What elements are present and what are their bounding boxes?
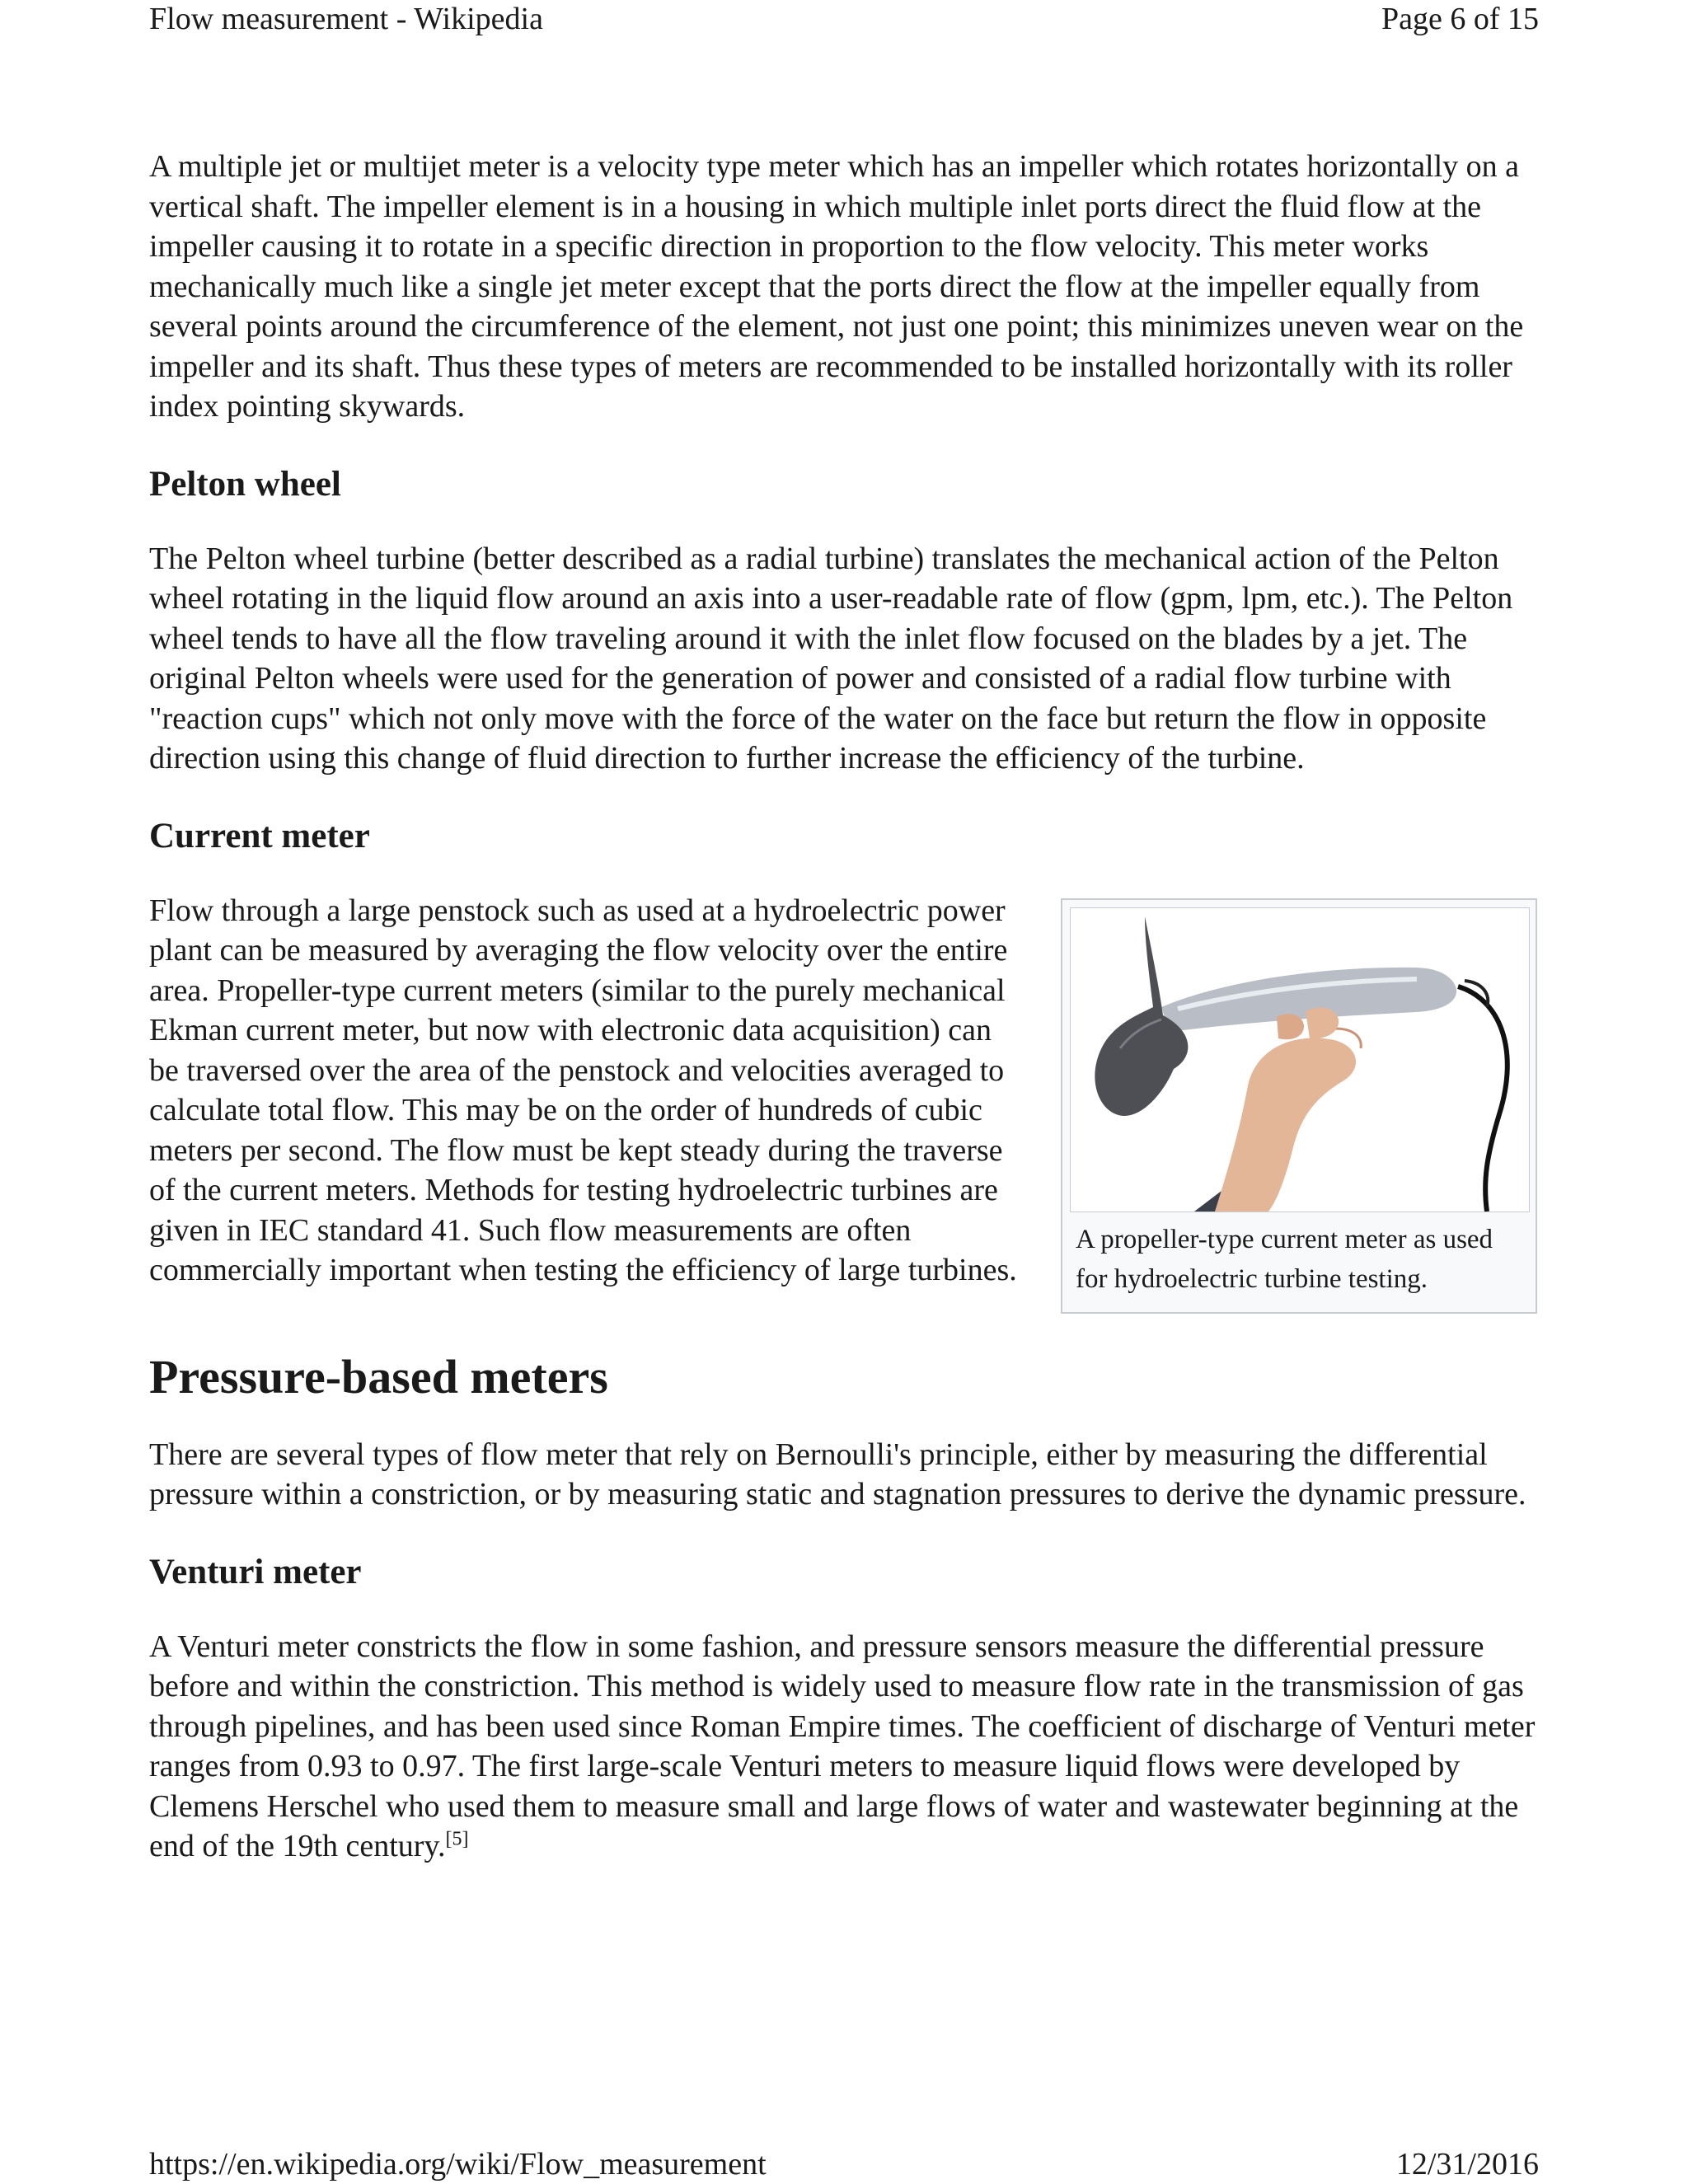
current-meter-paragraph: Flow through a large penstock such as used at a hydroelectric power plant can be measured by averaging the flow velocity over the entire area. Propeller-type current meters (similar to the purely mechanical Ekman current meter, but now with electronic data acquisition) can be traversed over the area of the penstock and velocities averaged to calculate total flow. This may be on the order of hundreds of cubic meters per second. The flow must be kept steady during the traverse of the current meters. Methods for testing hydroelectric turbines are given in IEC standard 41. Such flow measurements are often commercially important when testing the efficiency of large turbines. [149,893,1017,1287]
propeller-current-meter-illustration [1071,908,1529,1212]
article-content [149,147,1542,1867]
page-url: https://en.wikipedia.org/wiki/Flow_measurement [149,2147,767,2182]
pressure-based-meters-paragraph: There are several types of flow meter that rely on Bernoulli's principle, either by measuring the differential pressure within a constriction, or by measuring static and stagnation pressures to derive the dynamic pressure. [149,1436,1526,1511]
venturi-meter-heading: Venturi meter [149,1552,362,1591]
venturi-meter-text: A Venturi meter constricts the flow in some fashion, and pressure sensors measure the differential pressure before and within the constriction. This method is widely used to measure flow rate in the transmission of gas through pipelines, and has been used since Roman Empire times. The coefficient of discharge of Venturi meter ranges from 0.93 to 0.97. The first large-scale Venturi meters to measure liquid flows were developed by Clemens Herschel who used them to measure small and large flows of water and wastewater beginning at the end of the 19th century. [149,1629,1536,1863]
current-meter-figure [1061,898,1537,1314]
pelton-wheel-paragraph: The Pelton wheel turbine (better described as a radial turbine) translates the mechanical action of the Pelton wheel rotating in the liquid flow around an axis into a user-readable rate of flow (gpm, lpm, etc.). The Pelton wheel tends to have all the flow traveling around it with the inlet flow focused on the blades by a jet. The original Pelton wheels were used for the generation of power and consisted of a radial flow turbine with "reaction cups" which not only move with the force of the water on the face but return the flow in opposite direction using this change of fluid direction to further increase the efficiency of the turbine. [149,541,1513,776]
current-meter-heading: Current meter [149,816,370,855]
pelton-wheel-heading: Pelton wheel [149,464,341,504]
multijet-paragraph: A multiple jet or multijet meter is a velocity type meter which has an impeller which rotates horizontally on a vertical shaft. The impeller element is in a housing in which multiple inlet ports direct the fluid flow at the impeller causing it to rotate in a specific direction in proportion to the flow velocity. This meter works mechanically much like a single jet meter except that the ports direct the flow at the impeller equally from several points around the circumference of the element, not just one point; this minimizes uneven wear on the impeller and its shaft. Thus these types of meters are recommended to be installed horizontally with its roller index pointing skywards. [149,149,1524,424]
reference-link[interactable]: [5] [445,1828,469,1850]
figure-caption: A propeller-type current meter as used for hydroelectric turbine testing. [1076,1224,1493,1294]
venturi-meter-paragraph [149,1627,1542,1867]
pressure-based-meters-heading: Pressure-based meters [149,1349,608,1404]
current-meter-image[interactable] [1070,907,1530,1212]
page-number: Page 6 of 15 [1381,2,1539,36]
current-meter-section [149,891,1542,1323]
print-date: 12/31/2016 [1395,2147,1539,2182]
page-header-title: Flow measurement - Wikipedia [149,2,543,36]
